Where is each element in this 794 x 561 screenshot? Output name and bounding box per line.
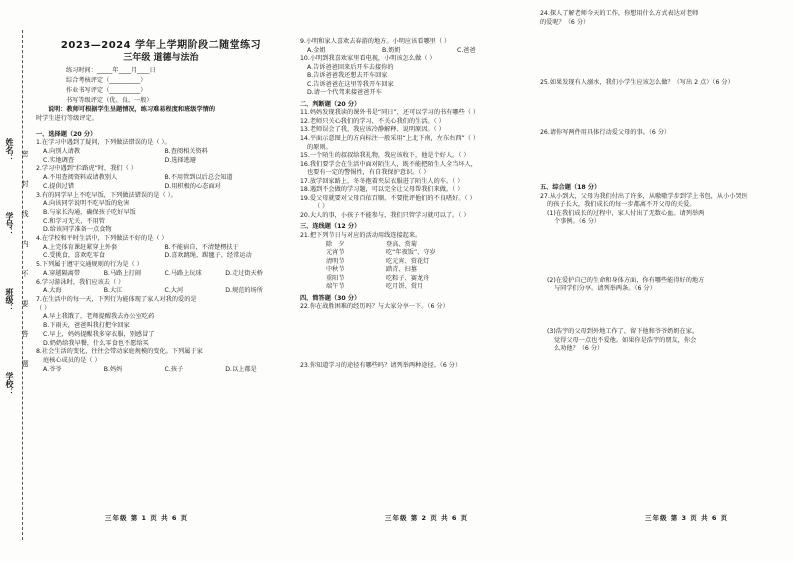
cut-line-word: 要 [21,300,29,307]
option-item: B.马路上打闹 [103,269,141,277]
info-line: 作业书写评定（__________） [66,86,147,94]
instruction-note: 时学生进行等级评定。 [36,114,98,122]
question-text: 与同学们分享。请列举两条。（6 分） [554,285,656,293]
question-text: 也要有一定的警惕性，有自我保护意识。（ ） [307,169,430,177]
match-left-item: 除 夕 [326,240,345,248]
section-heading: 四、简答题（30 分） [300,294,361,302]
option-item: B.妈妈 [103,365,123,373]
section-heading: 三、连线题（12 分） [300,223,361,231]
match-left-item: 重阳节 [326,274,345,282]
question-text: (3)浩宇的父母到外地工作了，留下他和爷爷奶奶在家。 [547,328,699,336]
option-item: C.提供过错 [43,182,75,190]
option-row [36,183,286,192]
question-text: 7.在生活中的每一天，下列行为能体现了家人对我的爱的是 [36,295,197,303]
name-label: 姓名： [5,138,14,162]
exam-subtitle: 三年级 道德与法治 [123,52,199,63]
question-text: 5.下列属于遵守交通规则的行为是（ ） [36,261,143,269]
cut-line-word: 题 [21,360,29,367]
option-item: A.爷爷 [43,365,62,373]
question-text: 19.爱父母就要对父母百依百顺，不要批评他们的不良嗜好。（ ） [300,194,476,202]
option-item: C.受挑食，喜欢吃零食 [43,252,105,260]
option-item: A.大海 [43,287,62,295]
option-row [36,270,286,279]
option-item: C.爸爸 [457,46,476,54]
question-text: B.告诉爸爸我还想去开车回家 [307,72,388,80]
question-text: 23.你知道学习的途径有哪些吗？请列举两种途径。（6 分） [300,361,462,369]
option-item: D.走过街天桥 [225,269,263,277]
match-left-item: 中秋节 [326,266,345,274]
question-text: A.早上我饿了，老师提醒我去办公室吃药 [43,313,155,321]
class-label: 班级： [5,288,14,312]
option-item: D.规范的场所 [225,287,263,295]
question-text: 20.大人的事，小孩子不能参与，我们只管学习就可以了。（ ） [300,211,470,219]
question-text: 9.小明和家人喜欢去春游的地方。小明应该看哪里（ ） [300,38,451,45]
question-text: 1.在学习中遇到了疑问，下列做法错误的是（ ）。 [36,139,171,147]
section-heading: 五、综合题（18 分） [540,184,601,192]
option-row [36,252,286,261]
question-text: D.请一个代驾来接爸爸开车 [307,89,382,97]
section-heading: 二、判断题（20 分） [300,100,361,108]
option-row [36,287,286,296]
option-item: D.喜欢跳绳、踢毽子、经常运动 [164,252,252,260]
match-left-item: 清明节 [326,257,345,265]
question-text: 8.社会生活的变化，往往会带动家庭规模的变化。下列属于家 [36,348,203,356]
cut-line-word: 内 [21,240,29,247]
question-text: A.告诉爸爸回来后开车去接你的 [307,63,394,71]
match-row [300,258,532,267]
match-row [300,241,532,250]
question-list [36,139,286,374]
match-right-item: 踏青、扫墓 [386,266,417,274]
question-text: 的原则。 [307,143,332,151]
option-item: C.实地调查 [43,156,75,164]
question-text: D.奶奶给我早餐，什么零食也不愿给买 [43,339,149,347]
page-footer: 三年级 第 2 页 共 6 页 [385,514,469,522]
match-right-item: 登高、赏菊 [386,240,417,248]
cut-line-word: 答 [21,330,29,337]
question-text: D.给该同学准备一点食物 [43,226,112,234]
match-right-item: 吃元宵、赏花灯 [386,257,430,265]
question-text: C.告诉爸爸在这里等我开车回家 [307,80,394,88]
question-text: 25.如果发现有人溺水，我们小学生应该怎么做？（写出 2 点）（6 分） [540,79,734,87]
question-text: 26.请你写两件用具体行动爱父母的事。（6 分） [540,128,671,136]
option-item: B.奶奶 [382,46,401,54]
question-text: 17.放学回家路上，冬冬抱着夹层衣服进了陌生人的车。（ ） [300,177,464,185]
match-left-item: 元宵节 [326,249,345,257]
option-row [300,47,532,56]
question-text: C.早上，妈妈提醒我多穿衣服，别感冒了 [43,330,155,338]
school-label: 学校： [5,372,14,396]
question-text: 庭核心成员的是（ ） [43,356,101,364]
info-line: 书写等级评定（优、良、一般） [66,96,153,104]
question-text: 的孩子长大，我们成长的每一步都离不开父母的关爱。 [547,201,696,209]
question-text: 14.平面示意图上的方向标注一般采用“上北下南，左东右西”（ ） [300,135,480,143]
question-text: 觉得父母一点也不爱他。如果你是浩宇的朋友，你会 [554,336,697,344]
question-text: 16.我们要学会在生活中面对陌生人，既不能把陌生人全当坏人， [300,160,477,168]
match-left-item: 端午节 [326,283,345,291]
question-text: (1)在我们成长的过程中，家人付出了无数心血。请列举两 [547,209,705,217]
page-footer: 三年级 第 1 页 共 6 页 [105,514,189,522]
match-right-item: 吃“年夜饭”、守岁 [386,249,436,257]
page-column-2 [300,38,532,371]
instruction-note: 说明：教师可根据学生呈题情况，练习难易程度和班级学情的 [48,106,216,114]
question-text: 24.探人了解老师今天的工作，你想用什么方式表达对老师 [540,10,699,17]
option-item: B.不能宿自，不清楚楞扶于 [164,243,239,251]
question-text: B.与家长沟通，确保孩子吃好早饭 [43,208,136,216]
page-column-3 [540,10,794,354]
question-text: 15.一个陌生的叔叔给我礼物，我应该收下，他是个好人。（ ） [300,152,470,160]
id-label: 学号： [5,212,14,236]
question-text: （ ） [36,304,51,312]
cut-line-word: 线 [21,210,29,217]
option-item: C.马路上玩球 [164,269,202,277]
question-text: 27.从小到大，父母为我们付出了许多，从嗷嗷学步到学上书包，从小小哭医 [540,192,748,200]
option-item: B.不用管到以后总会知道 [164,174,233,182]
binding-margin [0,0,32,561]
question-text: A.向该同学说明不吃早饭的危害 [43,200,130,208]
page-column-1 [36,42,286,374]
question-text: 11.妈妈发现我读的课外书是“同日”，还可以学习的书有哪些（ ） [300,109,480,117]
option-item: A.向别人请教 [43,148,81,156]
question-text: 2.学习中遇到“拦路虎”时，我们（ ） [36,165,137,173]
question-text: 12.老师只关心我们的学习，不关心我们的生活。（ ） [300,117,445,125]
option-row [36,366,286,375]
cut-line-word: 不 [21,270,29,277]
option-item: B.大江 [103,287,123,295]
info-line: 综合考核评定（__________） [66,77,147,85]
option-item: A.穿越隔离带 [43,269,81,277]
match-row [300,249,532,258]
question-text: 6.学习游泳时，我们应该去（ ） [36,278,125,286]
option-item: D.用积极的心态面对 [164,182,221,190]
option-item: B.查阅相关资料 [164,148,208,156]
question-text: B.下雨天，爸爸叫我打把伞回家 [43,322,130,330]
cut-line-word: 密 [21,150,29,157]
question-text: (2)在爱护自己的生命和身体方面，你有哪些能得好的地方 [547,276,705,284]
option-item: A.不用查阅资料或请教别人 [43,174,118,182]
match-right-item: 吃粽子、赛龙舟 [386,274,430,282]
question-text: 3.有的同学早上不吃早饭，下列做法错误的是（ ）。 [36,191,177,199]
question-text: 13.老师误会了我，我应该冷静解释、说明原因。（ ） [300,126,445,134]
cut-line [22,30,23,540]
match-right-item: 吃月饼、赏月 [386,283,424,291]
option-item: D.选择逃避 [164,156,196,164]
question-text: 么劝他？（6 分） [554,345,604,353]
question-text: （ ） [314,203,329,211]
question-text: 的爱呢？（6 分） [540,18,590,26]
info-line: 练习时间：_____年____月____日 [66,67,156,75]
option-item: D.以上都是 [225,365,257,373]
option-item: C.大河 [164,287,184,295]
question-text: 10.小明到我喜欢家里看电视，小明该怎么做（ ） [300,55,436,63]
cut-line-word: 封 [21,180,29,187]
question-text: C.和学习无关，不用管 [43,217,105,225]
option-item: C.孩子 [164,365,184,373]
match-row [300,283,532,292]
page-footer: 三年级 第 3 页 共 6 页 [645,514,729,522]
option-row [36,174,286,183]
option-item: A.金姐 [307,46,326,54]
question-text: 18.遇到不会做的学习题，可以完全让父母帮我们来做。（ ） [300,186,464,194]
option-item: A.上完体育课赶紧穿上外套 [43,243,118,251]
question-text: 22.你在战胜困难的经历吗？与大家分享一下。（6 分） [300,303,449,311]
question-text: 21.把下列节日与对应的活动用线连接起来。 [300,232,422,240]
question-text: 4.在学校和平时生活中，下列做法不好的是（ ） [36,235,168,243]
question-list [300,38,532,312]
exam-title: 2023—2024 学年上学期阶段二随堂练习 [60,40,262,51]
question-text: 个事例。（6 分） [554,218,601,226]
match-row [300,266,532,275]
option-row [36,148,286,157]
section-heading: 一、选择题（20 分） [36,130,97,138]
